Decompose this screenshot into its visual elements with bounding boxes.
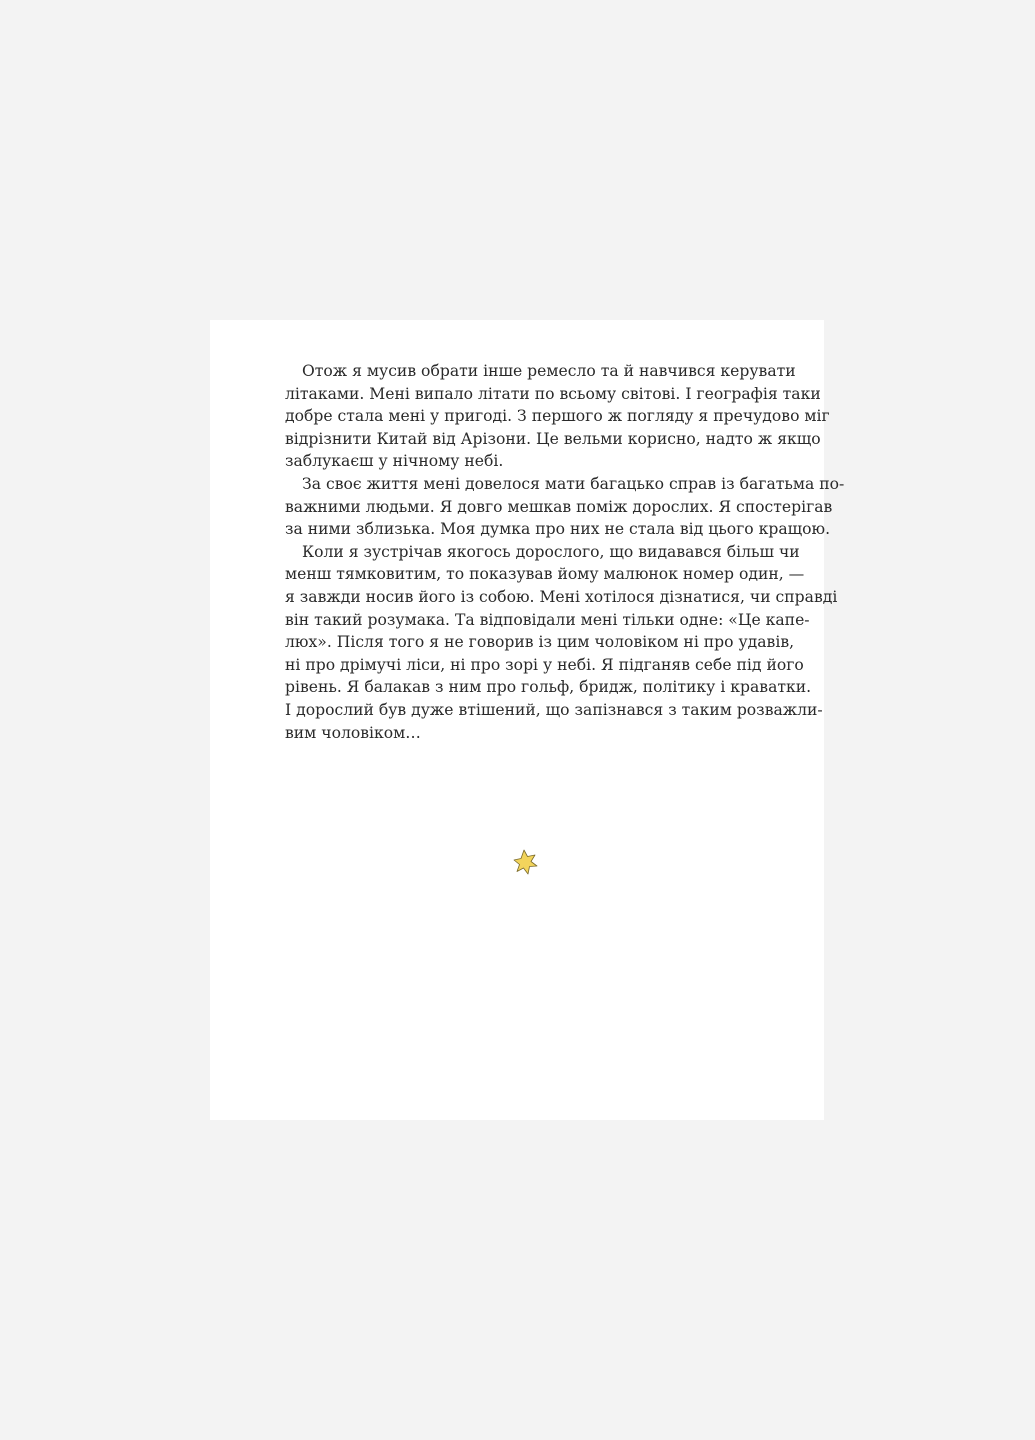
text-line: ні про дрімучі ліси, ні про зорі у небі. Я підганяв себе під його <box>285 655 804 674</box>
text-line: вим чоловіком… <box>285 723 421 742</box>
text-line: За своє життя мені довелося мати багацько справ із багатьма по- <box>302 474 845 493</box>
star-icon <box>513 849 539 875</box>
book-page <box>210 320 845 1120</box>
text-line: відрізнити Китай від Арізони. Це вельми корисно, надто ж якщо <box>285 429 821 448</box>
text-line: І дорослий був дуже втішений, що запізнався з таким розважли- <box>285 700 823 719</box>
text-line: Коли я зустрічав якогось дорослого, що видавався більш чи <box>302 542 800 561</box>
paragraph-1 <box>285 360 830 473</box>
text-line: добре стала мені у пригоді. З першого ж погляду я пречудово міг <box>285 407 830 426</box>
text-line: менш тямковитим, то показував йому малюнок номер один, — <box>285 565 805 584</box>
text-line: важними людьми. Я довго мешкав поміж дорослих. Я спостерігав <box>285 497 833 516</box>
body-text <box>285 360 845 744</box>
text-line: я завжди носив його із собою. Мені хотілося дізнатися, чи справді <box>285 587 838 606</box>
paragraph-3 <box>285 541 838 744</box>
text-line: заблукаєш у нічному небі. <box>285 452 504 471</box>
text-line: він такий розумака. Та відповідали мені тільки одне: «Це капе- <box>285 610 810 629</box>
text-line: рівень. Я балакав з ним про гольф, бридж, політику і краватки. <box>285 678 812 697</box>
star-shape <box>514 850 537 874</box>
text-line: люх». Після того я не говорив із цим чоловіком ні про удавів, <box>285 633 795 652</box>
text-line: літаками. Мені випало літати по всьому світові. І географія таки <box>285 384 821 403</box>
text-line: Отож я мусив обрати інше ремесло та й навчився керувати <box>302 362 796 380</box>
paragraph-2 <box>285 473 845 541</box>
text-line: за ними зблизька. Моя думка про них не стала від цього кращою. <box>285 520 831 539</box>
